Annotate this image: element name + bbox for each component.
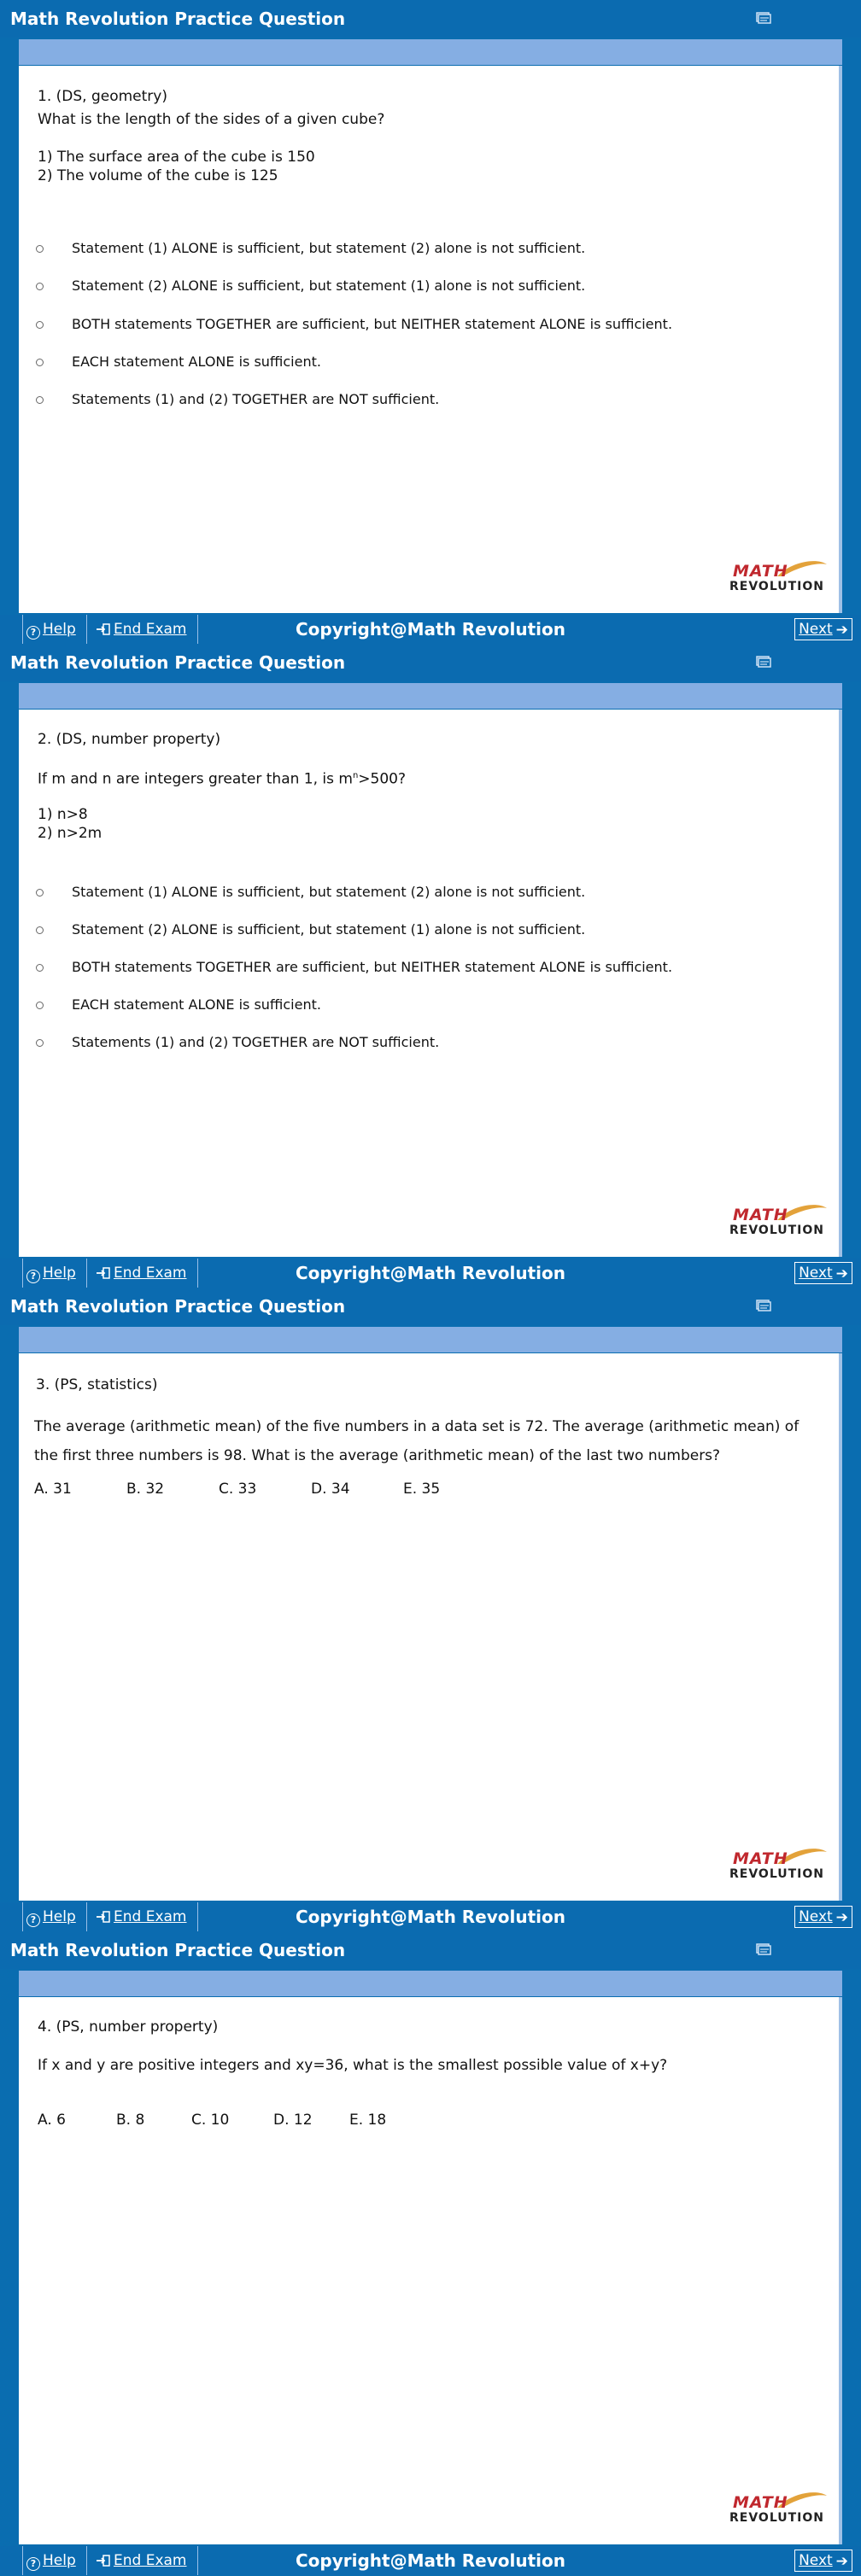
app-title: Math Revolution Practice Question: [10, 9, 346, 29]
app-title: Math Revolution Practice Question: [10, 652, 346, 673]
question-prompt: What is the length of the sides of a given cube?: [38, 111, 385, 128]
statement-2: 2) The volume of the cube is 125: [38, 167, 278, 184]
next-button[interactable]: [794, 2550, 852, 2572]
answer-choice-b[interactable]: B. 8: [116, 2112, 145, 2129]
prompt-text: >500?: [358, 770, 407, 788]
logo-revolution-text: REVOLUTION: [729, 1224, 825, 1237]
end-exam-button[interactable]: [89, 1902, 198, 1931]
math-revolution-logo: [728, 559, 830, 599]
question-header: 3. (PS, statistics): [36, 1376, 158, 1393]
answer-choice-c[interactable]: C. 10: [191, 2112, 230, 2129]
help-label: Help: [43, 2552, 76, 2569]
option-label: EACH statement ALONE is sufficient.: [72, 996, 321, 1013]
sub-toolbar: [19, 1327, 842, 1352]
answer-choice-e[interactable]: E. 18: [349, 2112, 387, 2129]
window-icon[interactable]: [755, 654, 772, 669]
end-exam-label: End Exam: [114, 621, 187, 638]
app-title: Math Revolution Practice Question: [10, 1296, 346, 1317]
help-label: Help: [43, 1908, 76, 1925]
question-prompt: [38, 767, 406, 789]
answer-choice-e[interactable]: E. 35: [403, 1481, 441, 1498]
arrow-right-icon: ➔: [835, 622, 848, 639]
radio-button[interactable]: [36, 1039, 44, 1047]
logo-revolution-text: REVOLUTION: [729, 580, 825, 593]
answer-option-b[interactable]: [36, 920, 805, 943]
answer-option-c[interactable]: [36, 958, 805, 980]
help-button[interactable]: [22, 615, 87, 644]
question-header: 4. (PS, number property): [38, 2018, 219, 2036]
option-label: BOTH statements TOGETHER are sufficient, but NEITHER statement ALONE is sufficient.: [72, 959, 673, 975]
answer-choice-a[interactable]: A. 31: [34, 1481, 72, 1498]
help-button[interactable]: [22, 1259, 87, 1288]
help-icon: ?: [26, 626, 40, 640]
option-label: EACH statement ALONE is sufficient.: [72, 353, 321, 370]
end-exam-button[interactable]: [89, 2546, 198, 2575]
next-button[interactable]: [794, 618, 852, 640]
radio-button[interactable]: [36, 926, 44, 934]
exit-icon: [96, 2555, 111, 2567]
end-exam-label: End Exam: [114, 1265, 187, 1282]
answer-option-a[interactable]: [36, 239, 805, 261]
radio-button[interactable]: [36, 321, 44, 329]
copyright-text: Copyright@Math Revolution: [296, 1263, 565, 1283]
next-label: Next: [799, 2552, 833, 2569]
statement-1: 1) n>8: [38, 806, 88, 823]
arrow-right-icon: ➔: [835, 1265, 848, 1282]
question-content: [19, 710, 842, 1257]
question-content: [19, 1997, 842, 2544]
app-title: Math Revolution Practice Question: [10, 1940, 346, 1960]
help-label: Help: [43, 621, 76, 638]
window-icon[interactable]: [755, 1298, 772, 1313]
radio-button[interactable]: [36, 396, 44, 404]
end-exam-label: End Exam: [114, 2552, 187, 2569]
next-label: Next: [799, 1265, 833, 1282]
sub-toolbar: [19, 683, 842, 709]
sub-toolbar: [19, 1971, 842, 1996]
help-label: Help: [43, 1265, 76, 1282]
title-bar: [0, 1931, 861, 1969]
math-revolution-logo: [728, 1203, 830, 1242]
option-label: Statement (1) ALONE is sufficient, but statement (2) alone is not sufficient.: [72, 240, 586, 256]
footer-bar: [0, 2546, 861, 2575]
logo-math-text: MATH: [733, 2493, 788, 2512]
prompt-exponent: n: [352, 771, 359, 780]
option-label: BOTH statements TOGETHER are sufficient, but NEITHER statement ALONE is sufficient.: [72, 316, 673, 332]
prompt-text: If m and n are integers greater than 1, is m: [38, 770, 353, 788]
window-icon[interactable]: [755, 10, 772, 26]
title-bar: [0, 644, 861, 681]
sub-toolbar: [19, 39, 842, 65]
logo-revolution-text: REVOLUTION: [729, 1867, 825, 1881]
option-label: Statements (1) and (2) TOGETHER are NOT sufficient.: [72, 1034, 440, 1050]
option-label: Statement (2) ALONE is sufficient, but statement (1) alone is not sufficient.: [72, 921, 586, 938]
radio-button[interactable]: [36, 889, 44, 897]
footer-bar: [0, 1902, 861, 1931]
answer-choice-d[interactable]: D. 12: [273, 2112, 313, 2129]
answer-option-b[interactable]: [36, 277, 805, 299]
radio-button[interactable]: [36, 1002, 44, 1009]
option-label: Statement (1) ALONE is sufficient, but statement (2) alone is not sufficient.: [72, 884, 586, 900]
help-button[interactable]: [22, 1902, 87, 1931]
question-panel-2: [0, 644, 861, 1288]
copyright-text: Copyright@Math Revolution: [296, 2550, 565, 2571]
logo-math-text: MATH: [733, 1206, 788, 1224]
answer-option-a[interactable]: [36, 883, 805, 905]
arrow-right-icon: ➔: [835, 1909, 848, 1926]
answer-choice-b[interactable]: B. 32: [126, 1481, 165, 1498]
math-revolution-logo: [728, 2491, 830, 2530]
next-button[interactable]: [794, 1262, 852, 1284]
question-content: [19, 1353, 842, 1901]
answer-option-d[interactable]: [36, 996, 805, 1018]
answer-option-e[interactable]: [36, 390, 805, 412]
answer-option-e[interactable]: [36, 1033, 805, 1055]
help-button[interactable]: [22, 2546, 87, 2575]
logo-math-text: MATH: [733, 562, 788, 581]
question-prompt: If x and y are positive integers and xy=36, what is the smallest possible value of x+y?: [38, 2057, 668, 2074]
copyright-text: Copyright@Math Revolution: [296, 619, 565, 640]
radio-button[interactable]: [36, 283, 44, 290]
title-bar: [0, 1288, 861, 1325]
copyright-text: Copyright@Math Revolution: [296, 1907, 565, 1927]
answer-choice-d[interactable]: D. 34: [311, 1481, 350, 1498]
help-icon: ?: [26, 1913, 40, 1927]
question-panel-4: [0, 1931, 861, 2575]
question-content: [19, 66, 842, 613]
exit-icon: [96, 1911, 111, 1923]
logo-math-text: MATH: [733, 1849, 788, 1868]
window-icon[interactable]: [755, 1942, 772, 1957]
help-icon: ?: [26, 1270, 40, 1283]
footer-bar: [0, 615, 861, 644]
exit-icon: [96, 623, 111, 635]
end-exam-button[interactable]: [89, 615, 198, 644]
answer-choice-c[interactable]: C. 33: [219, 1481, 257, 1498]
question-header: 2. (DS, number property): [38, 731, 221, 748]
question-prompt: The average (arithmetic mean) of the five numbers in a data set is 72. The average (arithmetic mean) of the first three numbers is 98. What is the average (arithmetic mean) of the last two numbers?: [34, 1418, 800, 1464]
radio-button[interactable]: [36, 359, 44, 366]
option-label: Statement (2) ALONE is sufficient, but statement (1) alone is not sufficient.: [72, 277, 586, 294]
next-label: Next: [799, 1908, 833, 1925]
math-revolution-logo: [728, 1847, 830, 1886]
next-label: Next: [799, 621, 833, 638]
question-panel-1: [0, 0, 861, 644]
radio-button[interactable]: [36, 964, 44, 972]
option-label: Statements (1) and (2) TOGETHER are NOT sufficient.: [72, 391, 440, 407]
radio-button[interactable]: [36, 245, 44, 253]
statement-1: 1) The surface area of the cube is 150: [38, 149, 315, 166]
help-icon: ?: [26, 2557, 40, 2571]
footer-bar: [0, 1259, 861, 1288]
question-header: 1. (DS, geometry): [38, 88, 167, 105]
end-exam-button[interactable]: [89, 1259, 198, 1288]
end-exam-label: End Exam: [114, 1908, 187, 1925]
title-bar: [0, 0, 861, 38]
answer-option-d[interactable]: [36, 353, 805, 375]
answer-choice-a[interactable]: A. 6: [38, 2112, 66, 2129]
answer-option-c[interactable]: [36, 315, 805, 337]
statement-2: 2) n>2m: [38, 825, 102, 842]
exit-icon: [96, 1267, 111, 1279]
question-panel-3: [0, 1288, 861, 1931]
arrow-right-icon: ➔: [835, 2553, 848, 2570]
next-button[interactable]: [794, 1906, 852, 1928]
logo-revolution-text: REVOLUTION: [729, 2511, 825, 2525]
